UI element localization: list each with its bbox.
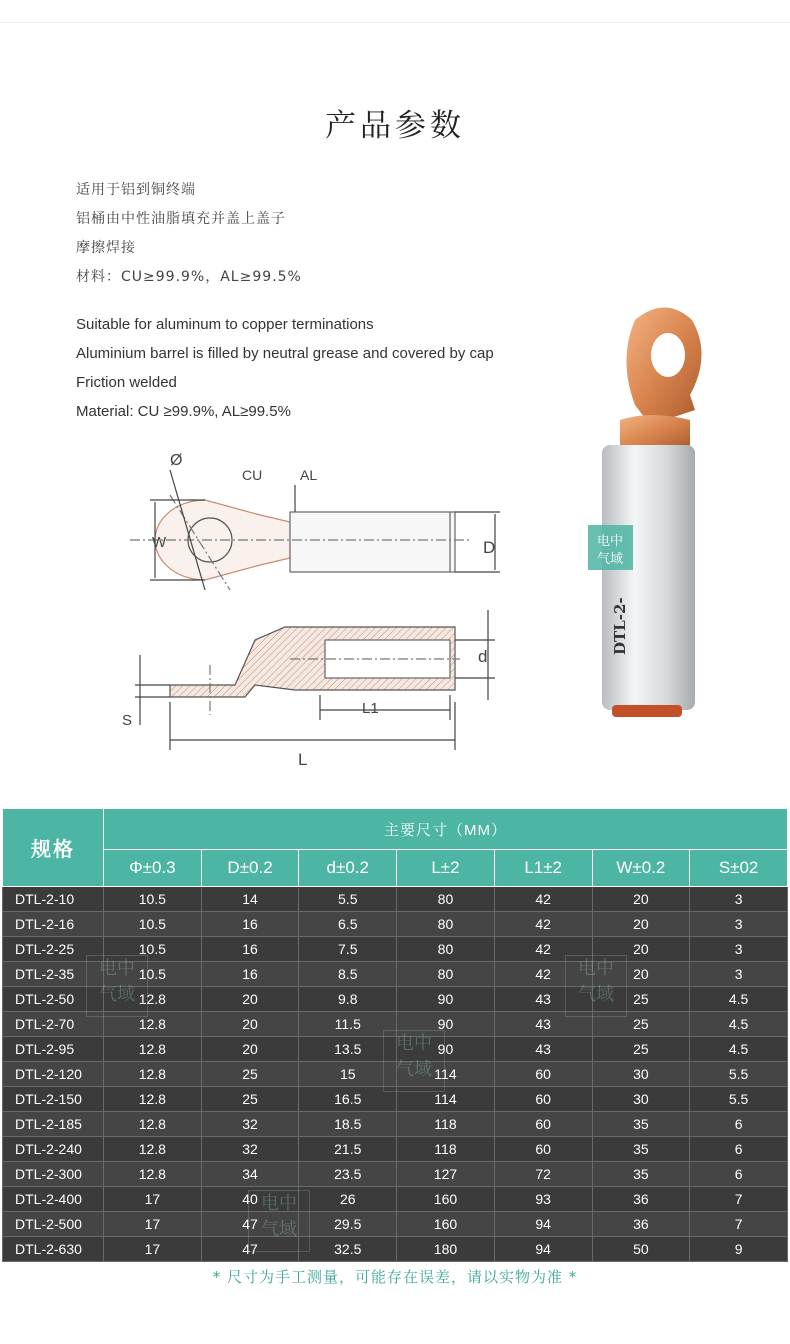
cell-L1: 42 bbox=[494, 912, 592, 937]
cell-D: 47 bbox=[201, 1237, 299, 1262]
cell-phi: 17 bbox=[104, 1212, 202, 1237]
cell-L1: 42 bbox=[494, 937, 592, 962]
cell-S: 4.5 bbox=[690, 1037, 788, 1062]
cell-W: 20 bbox=[592, 937, 690, 962]
cell-D: 25 bbox=[201, 1087, 299, 1112]
label-d-lower: d bbox=[478, 647, 488, 666]
label-w: W bbox=[152, 534, 167, 551]
cell-L1: 60 bbox=[494, 1112, 592, 1137]
feature-en-1: Suitable for aluminum to copper terminations bbox=[76, 316, 374, 333]
cell-L1: 60 bbox=[494, 1137, 592, 1162]
cell-phi: 10.5 bbox=[104, 912, 202, 937]
cell-D: 32 bbox=[201, 1112, 299, 1137]
cell-phi: 12.8 bbox=[104, 1087, 202, 1112]
cell-d: 9.8 bbox=[299, 987, 397, 1012]
cell-S: 3 bbox=[690, 937, 788, 962]
table-row bbox=[3, 912, 788, 937]
cell-L: 160 bbox=[397, 1187, 495, 1212]
cell-D: 34 bbox=[201, 1162, 299, 1187]
side-view bbox=[135, 610, 495, 750]
feature-cn-4: 材料：CU≥99.9%，AL≥99.5% bbox=[76, 269, 302, 285]
cell-W: 36 bbox=[592, 1212, 690, 1237]
cell-model: DTL-2-16 bbox=[3, 912, 104, 937]
table-row bbox=[3, 1187, 788, 1212]
cell-D: 25 bbox=[201, 1062, 299, 1087]
col-header-phi: Φ±0.3 bbox=[104, 850, 202, 887]
col-header-L: L±2 bbox=[397, 850, 495, 887]
feature-en-3: Friction welded bbox=[76, 374, 177, 391]
cell-L1: 93 bbox=[494, 1187, 592, 1212]
cell-model: DTL-2-70 bbox=[3, 1012, 104, 1037]
cell-d: 13.5 bbox=[299, 1037, 397, 1062]
cell-L1: 94 bbox=[494, 1212, 592, 1237]
cell-S: 4.5 bbox=[690, 987, 788, 1012]
table-row bbox=[3, 887, 788, 912]
cell-S: 3 bbox=[690, 887, 788, 912]
feature-cn-3: 摩擦焊接 bbox=[76, 240, 136, 256]
cell-phi: 10.5 bbox=[104, 937, 202, 962]
cell-W: 50 bbox=[592, 1237, 690, 1262]
spec-table-wrapper bbox=[2, 808, 788, 1262]
cell-model: DTL-2-500 bbox=[3, 1212, 104, 1237]
cell-L1: 60 bbox=[494, 1087, 592, 1112]
cell-model: DTL-2-300 bbox=[3, 1162, 104, 1187]
cell-d: 8.5 bbox=[299, 962, 397, 987]
table-row bbox=[3, 1062, 788, 1087]
cell-S: 3 bbox=[690, 962, 788, 987]
cell-L1: 72 bbox=[494, 1162, 592, 1187]
cell-phi: 12.8 bbox=[104, 1162, 202, 1187]
cell-D: 40 bbox=[201, 1187, 299, 1212]
feature-en-2: Aluminium barrel is filled by neutral grease and covered by cap bbox=[76, 345, 494, 362]
spec-table-body bbox=[3, 887, 788, 1262]
cell-S: 7 bbox=[690, 1212, 788, 1237]
cell-W: 30 bbox=[592, 1087, 690, 1112]
cell-D: 16 bbox=[201, 912, 299, 937]
cell-W: 25 bbox=[592, 1037, 690, 1062]
label-l1: L1 bbox=[362, 700, 379, 717]
cell-L1: 43 bbox=[494, 1037, 592, 1062]
cell-S: 6 bbox=[690, 1137, 788, 1162]
cell-L1: 94 bbox=[494, 1237, 592, 1262]
photo-badge-line2: 气域 bbox=[596, 552, 624, 567]
label-phi: Ø bbox=[170, 452, 183, 469]
cell-S: 5.5 bbox=[690, 1062, 788, 1087]
label-cu: CU bbox=[242, 467, 263, 483]
table-row bbox=[3, 1112, 788, 1137]
cell-D: 14 bbox=[201, 887, 299, 912]
table-row bbox=[3, 1012, 788, 1037]
cell-phi: 12.8 bbox=[104, 987, 202, 1012]
cell-phi: 17 bbox=[104, 1237, 202, 1262]
table-row bbox=[3, 987, 788, 1012]
table-row bbox=[3, 1237, 788, 1262]
cell-W: 20 bbox=[592, 912, 690, 937]
cell-L: 127 bbox=[397, 1162, 495, 1187]
measurement-note: * 尺寸为手工测量，可能存在误差，请以实物为准 * bbox=[212, 1268, 578, 1286]
technical-drawing bbox=[110, 440, 510, 780]
label-s: S bbox=[122, 712, 133, 729]
cell-S: 6 bbox=[690, 1162, 788, 1187]
cell-L: 90 bbox=[397, 1012, 495, 1037]
col-header-D: D±0.2 bbox=[201, 850, 299, 887]
cell-L1: 43 bbox=[494, 1012, 592, 1037]
table-row bbox=[3, 1037, 788, 1062]
cell-S: 9 bbox=[690, 1237, 788, 1262]
cell-D: 16 bbox=[201, 937, 299, 962]
label-al: AL bbox=[300, 467, 318, 483]
cell-phi: 10.5 bbox=[104, 887, 202, 912]
cell-model: DTL-2-35 bbox=[3, 962, 104, 987]
feature-cn-2: 铝桶由中性油脂填充并盖上盖子 bbox=[76, 211, 286, 227]
feature-list bbox=[76, 177, 494, 428]
cell-S: 7 bbox=[690, 1187, 788, 1212]
cell-L: 160 bbox=[397, 1212, 495, 1237]
label-l: L bbox=[298, 750, 308, 769]
top-divider bbox=[0, 22, 790, 23]
page-title: 产品参数 bbox=[325, 108, 465, 144]
cell-L1: 42 bbox=[494, 887, 592, 912]
cell-d: 18.5 bbox=[299, 1112, 397, 1137]
cell-D: 20 bbox=[201, 1037, 299, 1062]
cell-L: 80 bbox=[397, 937, 495, 962]
top-view bbox=[130, 470, 500, 590]
col-header-d: d±0.2 bbox=[299, 850, 397, 887]
table-row bbox=[3, 937, 788, 962]
cell-d: 23.5 bbox=[299, 1162, 397, 1187]
cell-d: 15 bbox=[299, 1062, 397, 1087]
watermark: 电中 气域 bbox=[565, 955, 627, 1017]
cell-L: 80 bbox=[397, 887, 495, 912]
watermark: 电中 气域 bbox=[86, 955, 148, 1017]
cell-D: 20 bbox=[201, 987, 299, 1012]
table-row bbox=[3, 1162, 788, 1187]
cell-d: 5.5 bbox=[299, 887, 397, 912]
cell-d: 32.5 bbox=[299, 1237, 397, 1262]
photo-badge-line1: 电中 bbox=[596, 534, 624, 549]
cell-phi: 10.5 bbox=[104, 962, 202, 987]
cell-model: DTL-2-50 bbox=[3, 987, 104, 1012]
feature-cn-1: 适用于铝到铜终端 bbox=[76, 182, 196, 198]
cell-L: 114 bbox=[397, 1062, 495, 1087]
watermark: 电中 气域 bbox=[383, 1030, 445, 1092]
cell-W: 30 bbox=[592, 1062, 690, 1087]
main-dimensions-header: 主要尺寸（MM） bbox=[104, 809, 788, 850]
cell-W: 35 bbox=[592, 1162, 690, 1187]
cell-phi: 17 bbox=[104, 1187, 202, 1212]
cell-L: 90 bbox=[397, 987, 495, 1012]
cell-model: DTL-2-400 bbox=[3, 1187, 104, 1212]
cell-W: 20 bbox=[592, 962, 690, 987]
cell-phi: 12.8 bbox=[104, 1062, 202, 1087]
photo-model-label: DTL-2- bbox=[611, 597, 629, 655]
cell-L: 180 bbox=[397, 1237, 495, 1262]
cell-S: 5.5 bbox=[690, 1087, 788, 1112]
cell-S: 6 bbox=[690, 1112, 788, 1137]
cell-L: 80 bbox=[397, 912, 495, 937]
table-row bbox=[3, 962, 788, 987]
cell-L: 90 bbox=[397, 1037, 495, 1062]
cell-d: 7.5 bbox=[299, 937, 397, 962]
cell-d: 11.5 bbox=[299, 1012, 397, 1037]
cell-d: 26 bbox=[299, 1187, 397, 1212]
spec-header: 规格 bbox=[3, 809, 104, 887]
cell-model: DTL-2-120 bbox=[3, 1062, 104, 1087]
cell-W: 35 bbox=[592, 1137, 690, 1162]
spec-table bbox=[2, 808, 788, 1262]
cell-d: 21.5 bbox=[299, 1137, 397, 1162]
cell-L: 80 bbox=[397, 962, 495, 987]
cell-d: 16.5 bbox=[299, 1087, 397, 1112]
cell-phi: 12.8 bbox=[104, 1012, 202, 1037]
col-header-W: W±0.2 bbox=[592, 850, 690, 887]
cell-L1: 60 bbox=[494, 1062, 592, 1087]
watermark: 电中 气域 bbox=[248, 1190, 310, 1252]
cell-L: 118 bbox=[397, 1112, 495, 1137]
table-row bbox=[3, 1087, 788, 1112]
cell-model: DTL-2-95 bbox=[3, 1037, 104, 1062]
col-header-S: S±02 bbox=[690, 850, 788, 887]
cell-W: 36 bbox=[592, 1187, 690, 1212]
cell-phi: 12.8 bbox=[104, 1037, 202, 1062]
cell-phi: 12.8 bbox=[104, 1112, 202, 1137]
cell-L: 114 bbox=[397, 1087, 495, 1112]
cell-d: 6.5 bbox=[299, 912, 397, 937]
cell-d: 29.5 bbox=[299, 1212, 397, 1237]
cell-L: 118 bbox=[397, 1137, 495, 1162]
cell-D: 32 bbox=[201, 1137, 299, 1162]
cell-W: 35 bbox=[592, 1112, 690, 1137]
table-row bbox=[3, 1212, 788, 1237]
cell-D: 47 bbox=[201, 1212, 299, 1237]
cell-L1: 42 bbox=[494, 962, 592, 987]
aluminium-barrel bbox=[602, 445, 695, 710]
cell-S: 4.5 bbox=[690, 1012, 788, 1037]
cell-D: 16 bbox=[201, 962, 299, 987]
label-d-upper: D bbox=[483, 538, 496, 557]
col-header-L1: L1±2 bbox=[494, 850, 592, 887]
cell-L1: 43 bbox=[494, 987, 592, 1012]
cell-W: 25 bbox=[592, 987, 690, 1012]
cell-model: DTL-2-240 bbox=[3, 1137, 104, 1162]
barrel-cap bbox=[612, 705, 682, 717]
cell-model: DTL-2-25 bbox=[3, 937, 104, 962]
cell-phi: 12.8 bbox=[104, 1137, 202, 1162]
cell-model: DTL-2-10 bbox=[3, 887, 104, 912]
feature-en-4: Material: CU ≥99.9%, AL≥99.5% bbox=[76, 403, 291, 420]
table-row bbox=[3, 1137, 788, 1162]
cell-S: 3 bbox=[690, 912, 788, 937]
cell-model: DTL-2-630 bbox=[3, 1237, 104, 1262]
cell-model: DTL-2-185 bbox=[3, 1112, 104, 1137]
product-photo bbox=[580, 300, 710, 720]
cell-W: 20 bbox=[592, 887, 690, 912]
cell-model: DTL-2-150 bbox=[3, 1087, 104, 1112]
cell-D: 20 bbox=[201, 1012, 299, 1037]
copper-palm bbox=[620, 308, 702, 451]
cell-W: 25 bbox=[592, 1012, 690, 1037]
